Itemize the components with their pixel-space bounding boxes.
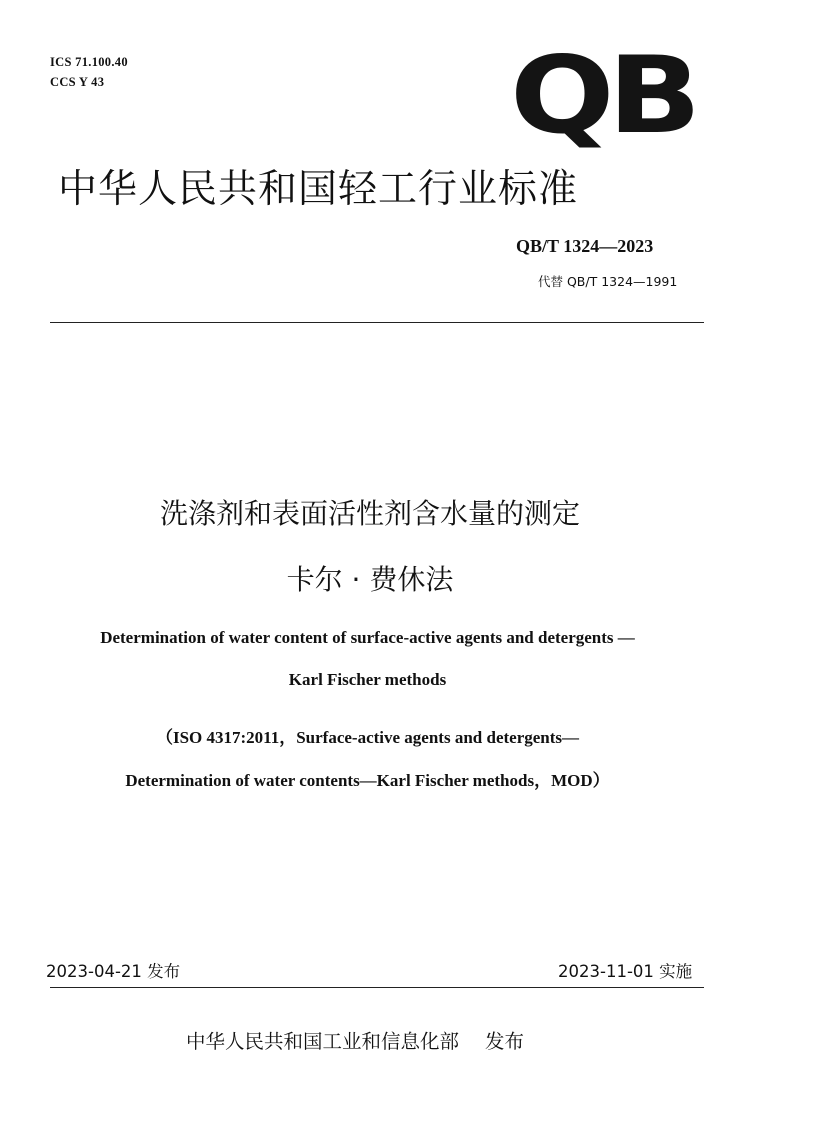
- classification-codes: [50, 52, 128, 92]
- title-en-line2: Karl Fischer methods: [288, 670, 447, 689]
- ccs-code: CCS Y 43: [50, 75, 105, 89]
- issuer-verb: 发布: [485, 1030, 525, 1053]
- issue-date: 2023-04-21 发布: [46, 962, 181, 981]
- title-cn-line1: 洗涤剂和表面活性剂含水量的测定: [159, 497, 580, 530]
- qb-logo: QB: [510, 34, 695, 157]
- equivalent-line1: （ISO 4317:2011，Surface-active agents and detergents—: [155, 728, 580, 747]
- issuer-name: 中华人民共和国工业和信息化部: [186, 1030, 460, 1053]
- equivalent-line2: Determination of water contents—Karl Fischer methods，MOD）: [125, 771, 610, 790]
- footer-divider: [50, 987, 704, 988]
- standard-code: QB/T 1324—2023: [516, 236, 654, 256]
- standard-title: 中华人民共和国轻工行业标准: [58, 167, 579, 212]
- header-divider: [50, 322, 704, 323]
- title-en-line1: Determination of water content of surface-active agents and detergents —: [100, 628, 635, 647]
- implement-date: 2023-11-01 实施: [558, 962, 693, 981]
- ics-code: ICS 71.100.40: [50, 55, 128, 69]
- replaces-note: 代替 QB/T 1324—1991: [538, 274, 678, 289]
- issuer: [186, 1026, 524, 1054]
- title-cn-line2: 卡尔 · 费休法: [286, 563, 454, 596]
